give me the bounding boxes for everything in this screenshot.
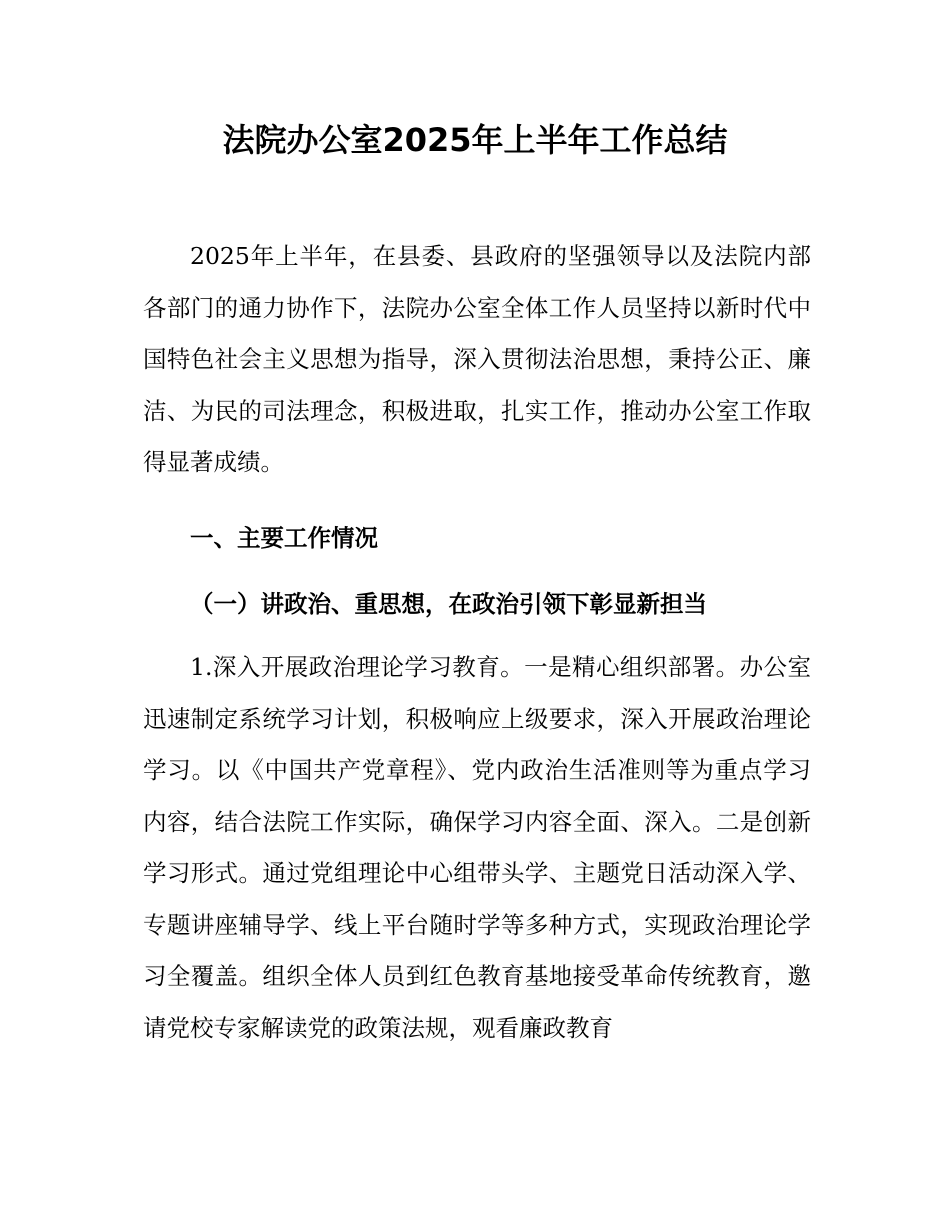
subsection-heading: （一）讲政治、重思想，在政治引领下彰显新担当 [190,590,707,618]
intro-paragraph: 2025年上半年，在县委、县政府的坚强领导以及法院内部各部门的通力协作下，法院办公室全体工作人员坚持以新时代中国特色社会主义思想为指导，深入贯彻法治思想，秉持公正、廉洁、为民的司法理念，积极进取，扎实工作，推动办公室工作取得显著成绩。 [143,242,811,476]
document-title: 法院办公室2025年上半年工作总结 [222,121,728,159]
item-paragraph: 1.深入开展政治理论学习教育。一是精心组织部署。办公室迅速制定系统学习计划，积极响应上级要求，深入开展政治理论学习。以《中国共产党章程》、党内政治生活准则等为重点学习内容，结合法院工作实际，确保学习内容全面、深入。二是创新学习形式。通过党组理论中心组带头学、主题党日活动深入学、专题讲座辅导学、线上平台随时学等多种方式，实现政治理论学习全覆盖。组织全体人员到红色教育基地接受革命传统教育，邀请党校专家解读党的政策法规，观看廉政教育 [143,653,811,1042]
section-heading: 一、主要工作情况 [190,524,378,552]
